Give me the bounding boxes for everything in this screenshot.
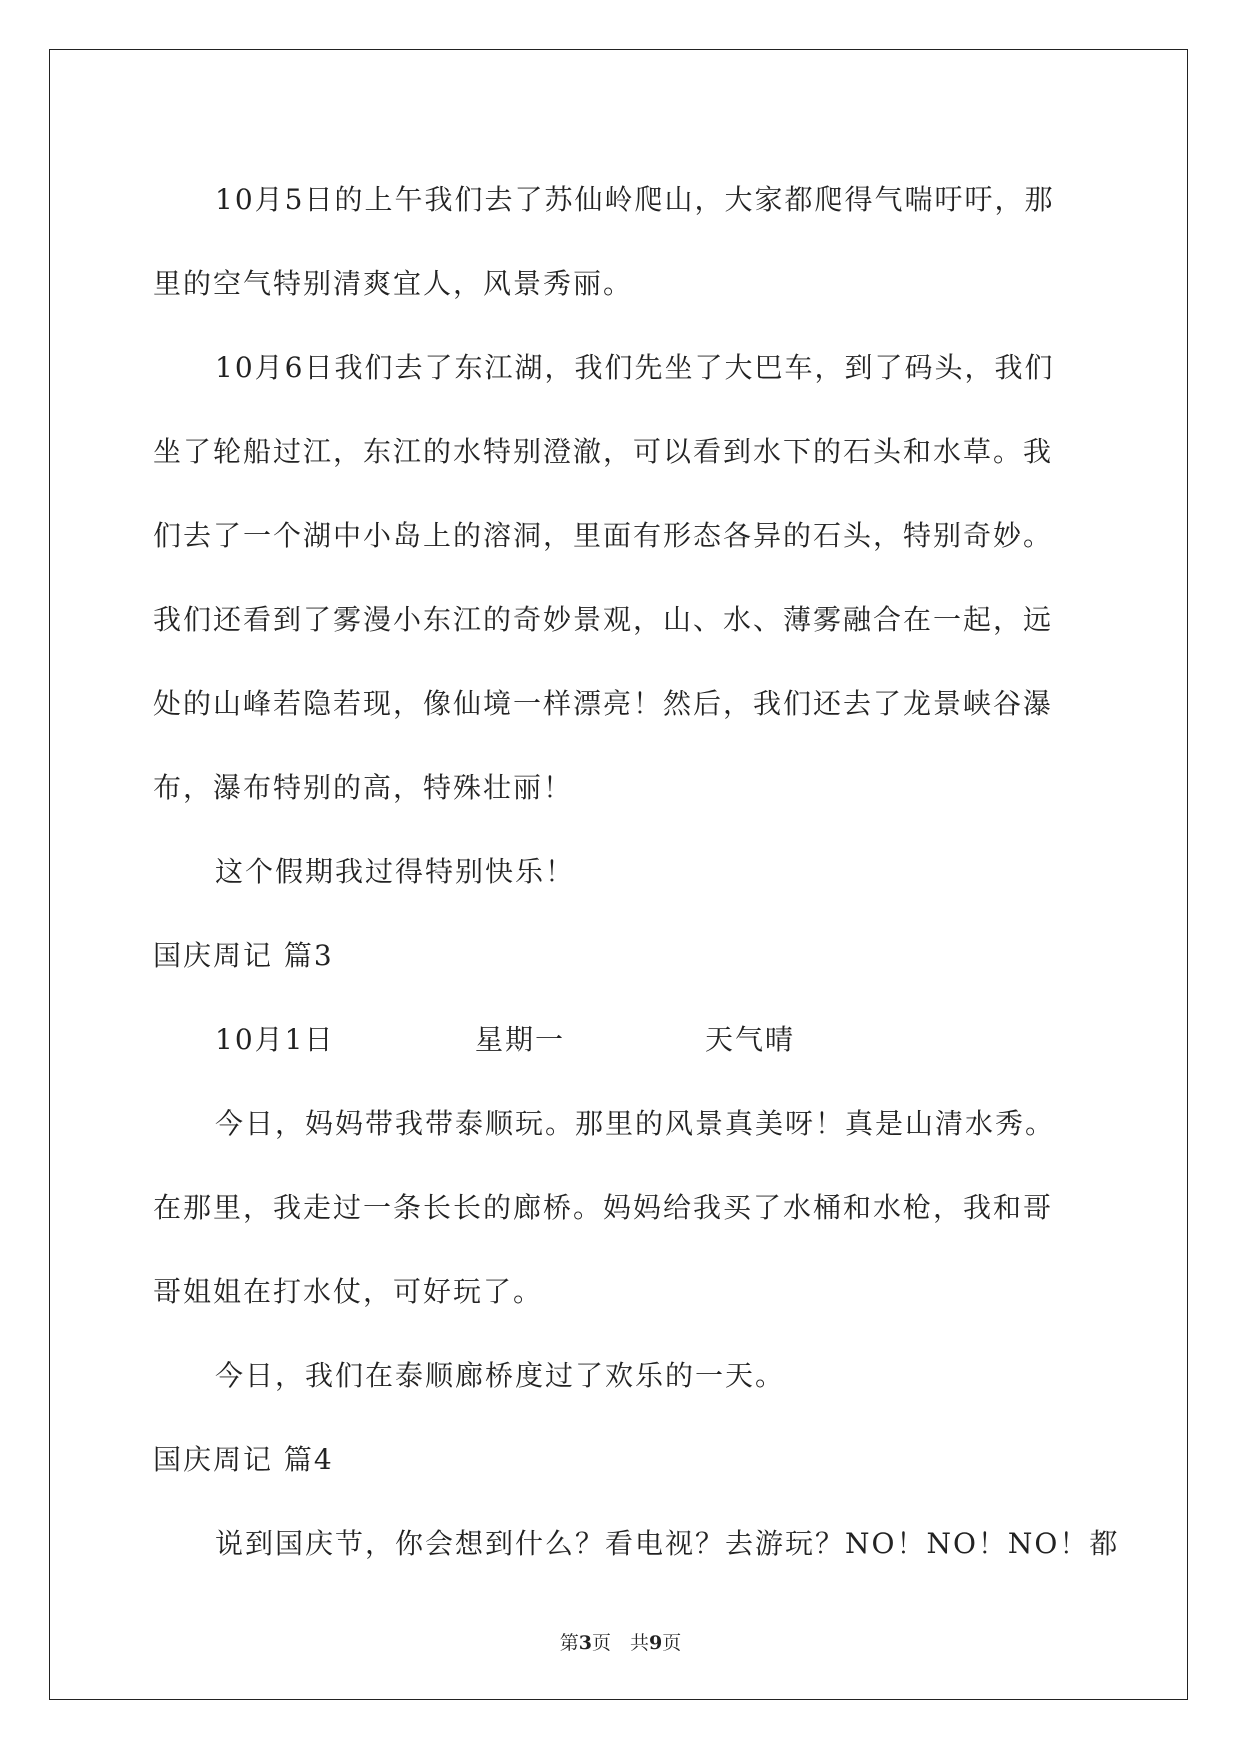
paragraph-line: 今日，妈妈带我带泰顺玩。那里的风景真美呀！真是山清水秀。 [215,1107,1056,1140]
paragraph-line: 10月6日我们去了东江湖，我们先坐了大巴车，到了码头，我们 [215,351,1055,384]
total-page-number: 9 [649,1632,663,1654]
entry-weekday: 星期一 [475,1023,566,1056]
paragraph-line: 今日，我们在泰顺廊桥度过了欢乐的一天。 [215,1359,786,1392]
date-row [153,998,1085,1082]
paragraph-line: 布，瀑布特别的高，特殊壮丽！ [153,771,574,804]
paragraph-line: 在那里，我走过一条长长的廊桥。妈妈给我买了水桶和水枪，我和哥 [153,1191,1054,1224]
footer-mid: 页 共 [591,1632,649,1654]
section-heading: 国庆周记 篇3 [153,939,334,972]
paragraph-line: 里的空气特别清爽宜人，风景秀丽。 [153,267,634,300]
paragraph-line: 处的山峰若隐若现，像仙境一样漂亮！然后，我们还去了龙景峡谷瀑 [153,687,1054,720]
footer-prefix: 第 [559,1632,579,1654]
paragraph-line: 10月5日的上午我们去了苏仙岭爬山，大家都爬得气喘吁吁，那 [215,183,1055,216]
entry-weather: 天气晴 [705,1023,796,1056]
page-footer [0,1628,1241,1655]
paragraph-line: 哥姐姐在打水仗，可好玩了。 [153,1275,544,1308]
paragraph-line: 们去了一个湖中小岛上的溶洞，里面有形态各异的石头，特别奇妙。 [153,519,1054,552]
paragraph-line: 这个假期我过得特别快乐！ [215,855,576,888]
current-page-number: 3 [578,1632,592,1654]
entry-date: 10月1日 [215,1023,335,1056]
paragraph-line: 坐了轮船过江，东江的水特别澄澈，可以看到水下的石头和水草。我 [153,435,1054,468]
section-heading: 国庆周记 篇4 [153,1443,334,1476]
paragraph-line: 我们还看到了雾漫小东江的奇妙景观，山、水、薄雾融合在一起，远 [153,603,1054,636]
paragraph-line: 说到国庆节，你会想到什么？看电视？去游玩？NO！NO！NO！都 [215,1527,1120,1560]
document-body [153,158,1120,1586]
footer-suffix: 页 [662,1632,682,1654]
